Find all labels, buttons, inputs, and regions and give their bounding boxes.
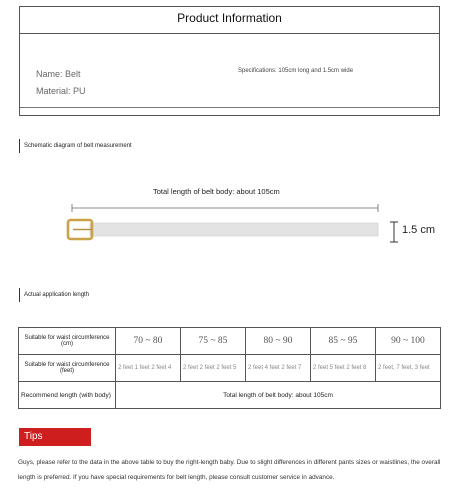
schematic-heading: Schematic diagram of belt measurement <box>19 139 132 153</box>
table-row <box>19 355 441 382</box>
table-cell: 90 ~ 100 <box>376 328 441 355</box>
belt-diagram <box>60 200 400 244</box>
table-row <box>19 328 441 355</box>
table-cell: Total length of belt body: about 105cm <box>116 382 441 409</box>
divider <box>20 107 439 108</box>
size-table <box>18 327 441 409</box>
tips-note: Guys, please refer to the data in the above table to buy the right-length baby. Due to slight differences in different pants sizes or waistlines, the overall length is preferred. If you have special requirements for belt length, please consult customer service in advance. <box>18 459 441 481</box>
row-header: Suitable for waist circumference (feet) <box>19 355 116 382</box>
table-cell: 80 ~ 90 <box>246 328 311 355</box>
row-header: Suitable for waist circumference (cm) <box>19 328 116 355</box>
tips-badge: Tips <box>19 428 91 446</box>
product-material: Material: PU <box>36 86 86 96</box>
width-label: 1.5 cm <box>402 224 436 236</box>
product-name: Name: Belt <box>36 69 81 79</box>
width-marker <box>388 221 400 243</box>
table-cell: 2 feet 2 feet 2 feet 5 <box>181 355 246 382</box>
product-specifications: Specifications: 105cm long and 1.5cm wide <box>238 68 354 74</box>
table-cell: 70 ~ 80 <box>116 328 181 355</box>
table-cell: 2 feet 5 feet 2 feet 8 <box>311 355 376 382</box>
table-row <box>19 382 441 409</box>
table-cell: 75 ~ 85 <box>181 328 246 355</box>
row-header: Recommend length (with body) <box>19 382 116 409</box>
table-cell: 2 feet 1 feet 2 feet 4 <box>116 355 181 382</box>
product-info-box <box>19 6 440 116</box>
table-cell: 2 feet 4 feet 2 feet 7 <box>246 355 311 382</box>
belt-strap <box>90 223 378 236</box>
table-cell: 85 ~ 95 <box>311 328 376 355</box>
table-cell: 2 feet, 7 feet, 3 feet <box>376 355 441 382</box>
application-heading: Actual application length <box>19 288 89 302</box>
product-info-title: Product Information <box>177 11 282 25</box>
total-length-label: Total length of belt body: about 105cm <box>153 187 280 196</box>
divider <box>20 33 439 34</box>
